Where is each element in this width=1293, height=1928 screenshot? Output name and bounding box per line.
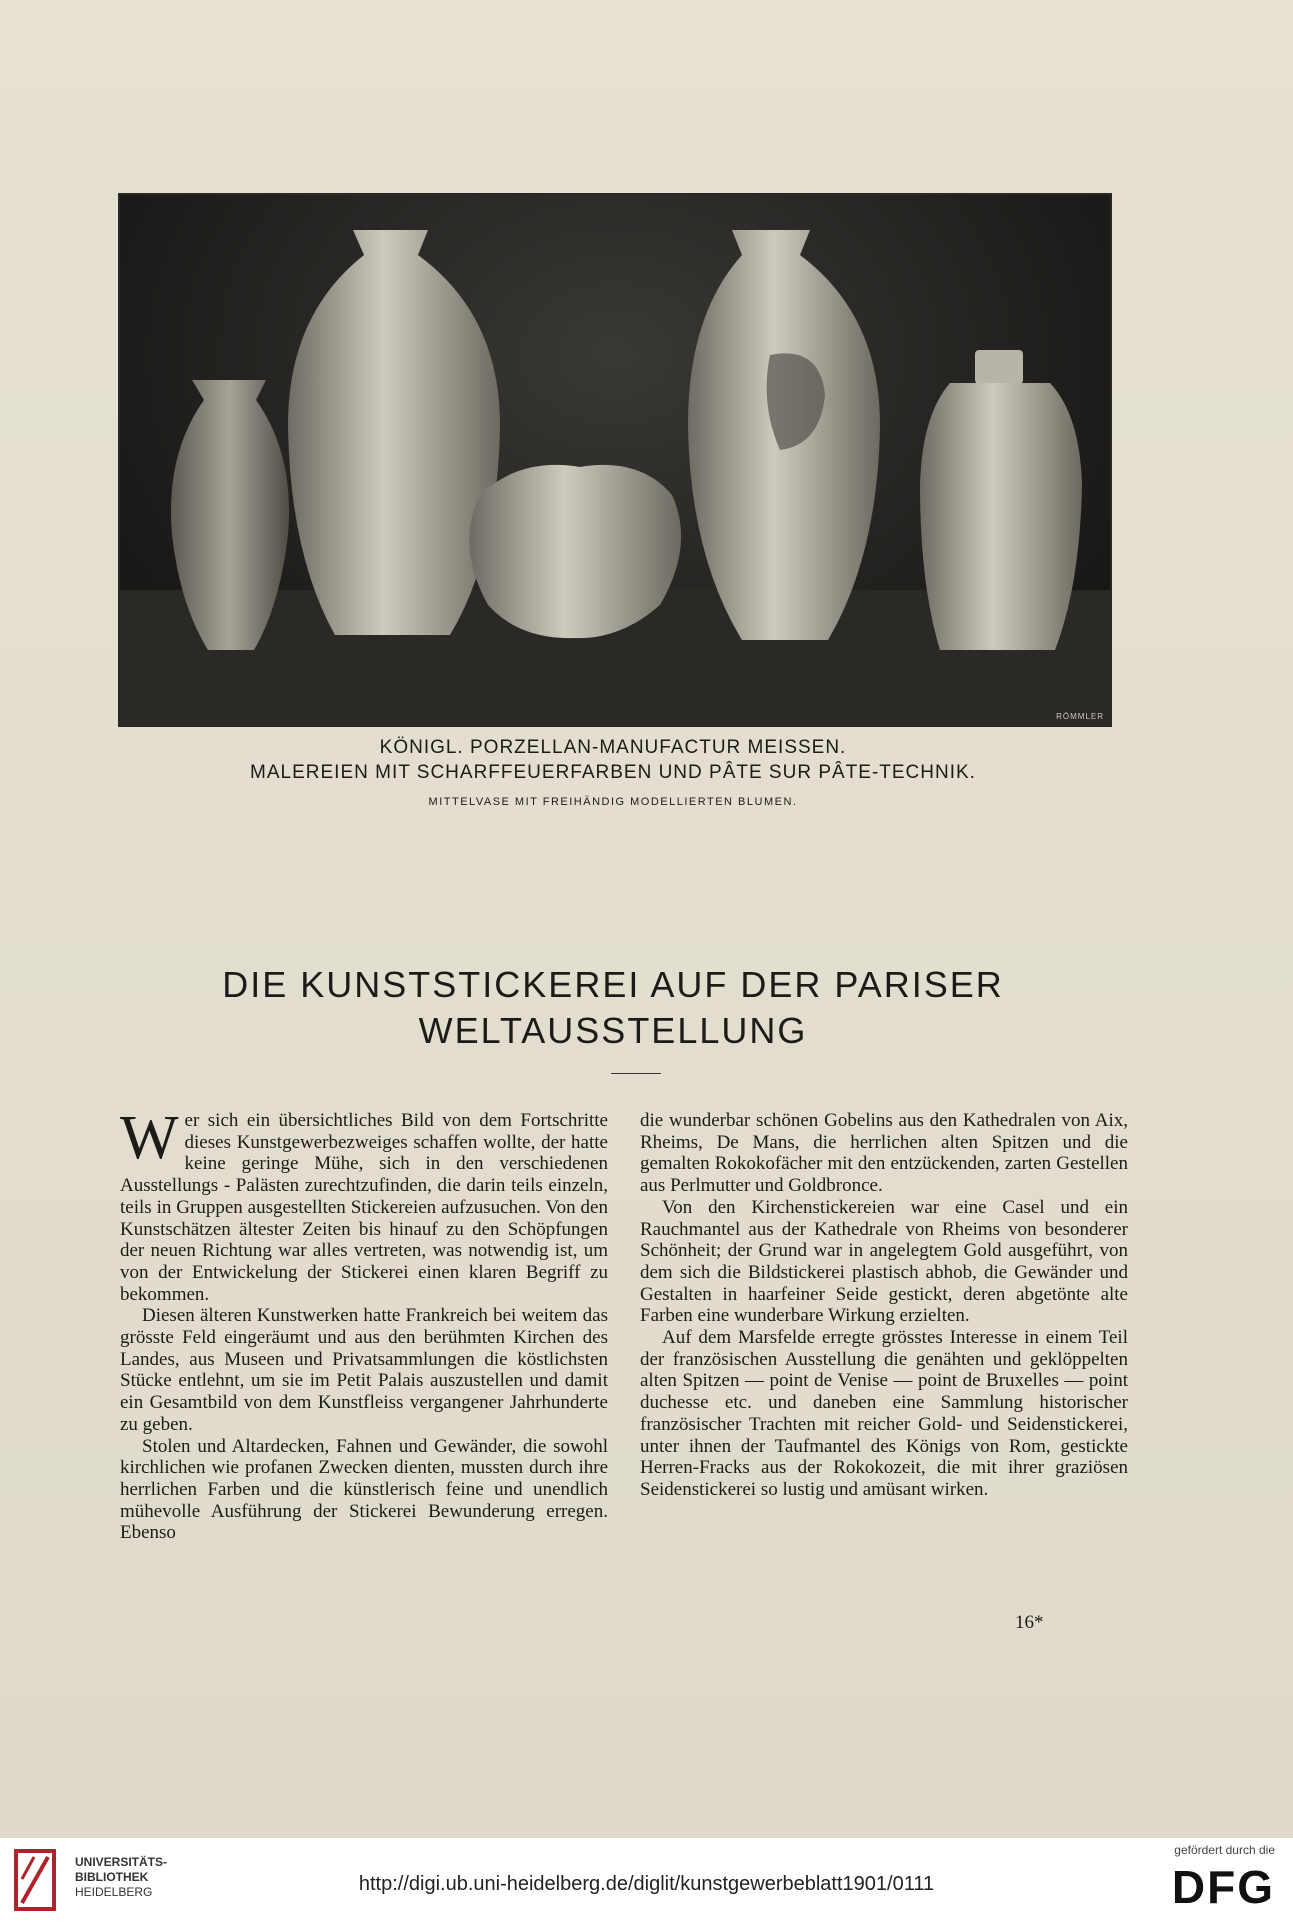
article-title-line-1: DIE KUNSTSTICKEREI AUF DER PARISER bbox=[222, 964, 1004, 1005]
paragraph: Stolen und Altardecken, Fahnen und Gewänder, die sowohl kirchlichen wie profanen Zwecken dienten, mussten durch ihre herrlichen Farben und die künstlerisch feine und unendlich mühevolle Ausführung der Stickerei Bewunderung erregen. Ebenso bbox=[120, 1435, 608, 1544]
vases-illustration bbox=[120, 195, 1110, 725]
bottle-vase bbox=[920, 383, 1082, 650]
funded-by-label: gefördert durch die bbox=[1174, 1843, 1275, 1857]
paragraph: Diesen älteren Kunstwerken hatte Frankreich bei weitem das grösste Feld eingeräumt und aus den berühmten Kirchen des Landes, aus Museen und Privatsammlungen die köstlichsten Stücke entlehnt, um sie im Petit Palais auszustellen und damit ein Gesamtbild von dem Kunstfleiss vergangener Jahrhunderte zu geben. bbox=[120, 1305, 608, 1435]
small-vase-left bbox=[171, 380, 289, 650]
article-title-line-2: WELTAUSSTELLUNG bbox=[418, 1010, 808, 1051]
paragraph: Von den Kirchenstickereien war eine Casel und ein Rauchmantel aus der Kathedrale von Rheims von besonderer Schönheit; der Grund war in angelegtem Gold ausgeführt, von dem sich die Bildstickerei plastisch abhob, die Gewänder und Gestalten in haarfeiner Seide gestickt, deren abgetönte alte Farben eine wunderbare Wirkung erzielten. bbox=[640, 1196, 1128, 1327]
university-library-name[interactable]: UNIVERSITÄTS- BIBLIOTHEK HEIDELBERG bbox=[75, 1855, 168, 1899]
paragraph: Auf dem Marsfelde erregte grösstes Interesse in einem Teil der französischen Ausstellung die genähten und geklöppelten alten Spitzen — point de Venise — point de Bruxelles — point duchesse etc. und daneben eine Sammlung historischer französischer Trachten mit reicher Gold- und Seidenstickerei, unter ihnen der Taufmantel des Königs von Rom, gestickte Herren-Fracks aus der Rokokozeit, die mit ihrer graziösen Seidenstickerei so lustig und amüsant wirken. bbox=[640, 1327, 1128, 1500]
dfg-logo[interactable]: DFG bbox=[1171, 1861, 1275, 1913]
page-number: 16* bbox=[1015, 1612, 1044, 1633]
tall-vase bbox=[288, 230, 500, 635]
vases-photograph bbox=[118, 193, 1112, 727]
flower-bowl bbox=[469, 465, 681, 638]
text-column-right bbox=[640, 1110, 1128, 1501]
bottle-vase-stopper bbox=[975, 350, 1023, 384]
caption-line-1: KÖNIGL. PORZELLAN-MANUFACTUR MEISSEN. bbox=[379, 737, 847, 758]
caption-line-3: MITTELVASE MIT FREIHÄNDIG MODELLIERTEN BLUMEN. bbox=[428, 796, 798, 808]
paragraph: Wer sich ein übersichtliches Bild von dem Fortschritte dieses Kunstgewerbezweiges schaffen wollte, der hatte keine geringe Mühe, sich in den verschiedenen Ausstellungs - Palästen zurechtzufinden, die darin teils einzeln, teils in Gruppen ausgestellten Stickereien aufzusuchen. Von den Kunstschätzen ältester Zeiten bis hinauf zu den Schöpfungen der neuen Richtung war alles vertreten, was notwendig ist, um von der Entwickelung der Stickerei einen klaren Begriff zu bekommen. bbox=[120, 1104, 608, 1305]
photo-credit: RÖMMLER bbox=[1056, 712, 1104, 721]
paragraph: die wunderbar schönen Gobelins aus den Kathedralen von Aix, Rheims, De Mans, die herrlichen alten Spitzen und die gemalten Rokokofächer mit den entzückenden, zarten Gestellen aus Perlmutter und Goldbronce. bbox=[640, 1110, 1128, 1197]
caption-line-2: MALEREIEN MIT SCHARFFEUERFARBEN UND PÂTE SUR PÂTE-TECHNIK. bbox=[250, 762, 976, 783]
drop-cap: W bbox=[120, 1104, 179, 1172]
text-column-left bbox=[120, 1104, 608, 1544]
title-divider bbox=[611, 1073, 661, 1074]
digital-copy-url-link[interactable]: http://digi.ub.uni-heidelberg.de/diglit/kunstgewerbeblatt1901/0111 bbox=[358, 1873, 935, 1895]
